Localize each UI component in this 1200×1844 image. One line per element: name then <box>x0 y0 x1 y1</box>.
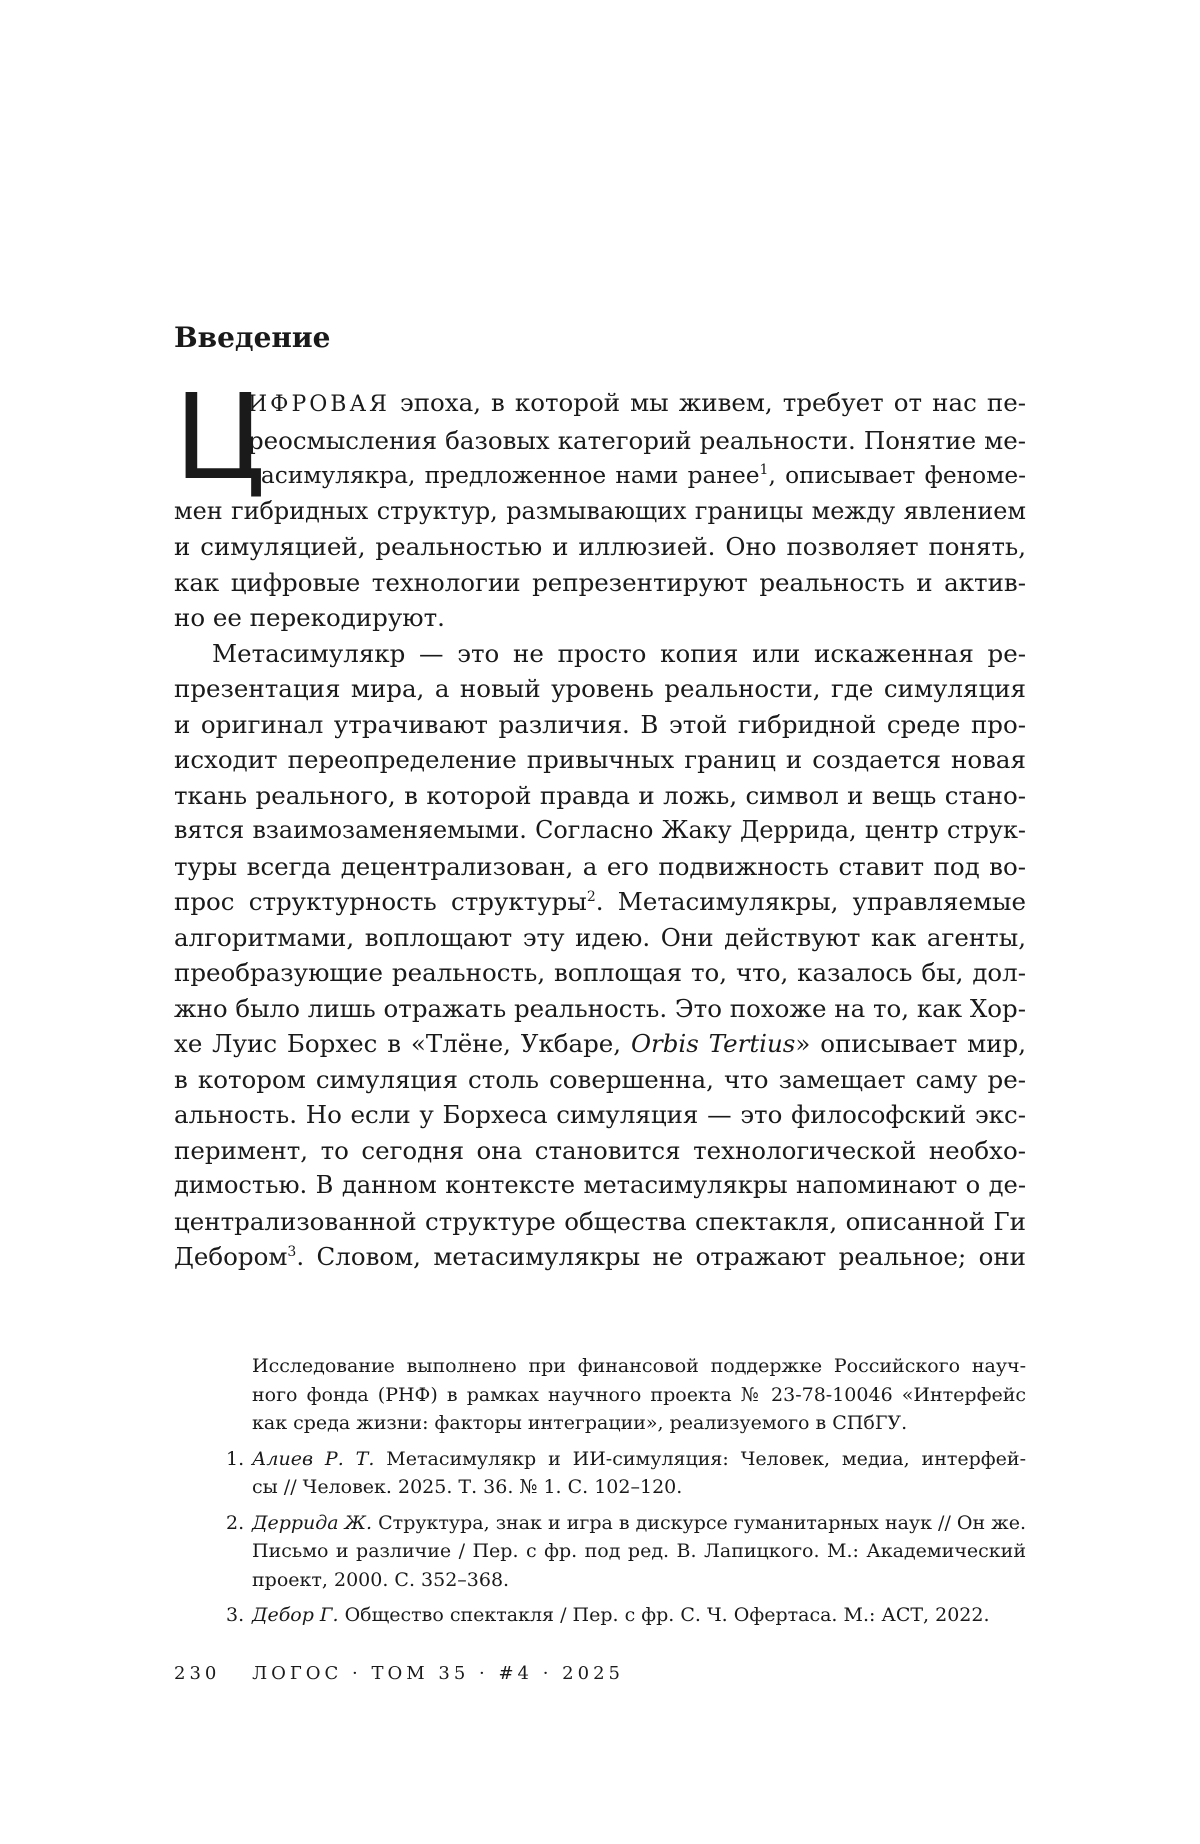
text-line: как цифровые технологии репрезентируют реальность и актив- <box>174 567 1026 597</box>
section-title: Введение <box>174 321 331 354</box>
text-span: Дебором <box>174 1242 288 1271</box>
text-line: в котором симуляция столь совершенна, что замещает саму ре- <box>174 1064 1026 1094</box>
dropcap-rest: ИФРОВАЯ <box>248 392 390 417</box>
text-span: Общество спектакля / Пер. с фр. С. Ч. Офертаса. М.: АСТ, 2022. <box>338 1604 990 1626</box>
footnote-ref-2[interactable]: 2 <box>586 888 596 905</box>
text-line: мен гибридных структур, размывающих границы между явлением <box>174 496 1026 525</box>
text-span: хе Луис Борхес в «Тлёне, Укбаре, <box>174 1029 631 1058</box>
main-text <box>174 385 1026 1275</box>
running-footer <box>174 1663 624 1684</box>
note-line: Письмо и различие / Пер. с фр. под ред. В. Лапицкого. М.: Академический <box>252 1540 1026 1562</box>
paragraph-2 <box>174 636 1026 1275</box>
italic-title: Orbis Tertius <box>630 1029 796 1058</box>
text-line: исходит переопределение привычных границ и создается новая <box>174 745 1026 774</box>
note-line <box>252 1509 1026 1538</box>
text-span: » описывает мир, <box>795 1029 1026 1058</box>
text-line: презентация мира, а новый уровень реальности, где симуляция <box>174 674 1026 703</box>
text-line <box>174 385 1026 423</box>
page-number: 230 <box>174 1663 221 1684</box>
text-span: эпоха, в которой мы живем, требует от нас пе- <box>399 388 1026 417</box>
text-line: альность. Но если у Борхеса симуляция — это философский экс- <box>174 1100 1026 1129</box>
text-line: но ее перекодируют. <box>174 603 445 632</box>
text-line: алгоритмами, воплощают эту идею. Они действуют как агенты, <box>174 922 1026 952</box>
text-line: вятся взаимозаменяемыми. Согласно Жаку Деррида, центр струк- <box>174 816 1026 844</box>
paragraph-1 <box>174 385 1026 636</box>
text-line: преобразующие реальность, воплощая то, что, казалось бы, дол- <box>174 958 1026 987</box>
footnote-2 <box>226 1509 1026 1595</box>
text-line: жно было лишь отражать реальность. Это похоже на то, как Хор- <box>174 993 1027 1023</box>
footnote-author: Дебор Г. <box>252 1604 339 1626</box>
text-span: . Словом, метасимулякры не отражают реальное; они <box>296 1242 1026 1271</box>
text-line: и оригинал утрачивают различия. В этой гибридной среде про- <box>174 709 1026 739</box>
footnote-ref-1[interactable]: 1 <box>759 462 769 479</box>
footnote-number: 2. <box>226 1511 245 1534</box>
text-span: , описывает феноме- <box>768 462 1026 489</box>
footnote-author: Алиев Р. Т. <box>252 1447 375 1470</box>
text-line <box>174 1239 1026 1275</box>
text-line: туры всегда децентрализован, а его подвижность ставит под во- <box>174 851 1026 881</box>
note-line: сы // Человек. 2025. Т. 36. № 1. С. 102–120. <box>252 1476 683 1498</box>
note-line: ного фонда (РНФ) в рамках научного проекта № 23-78-10046 «Интерфейс <box>252 1383 1026 1406</box>
text-line: перимент, то сегодня она становится технологической необхо- <box>174 1135 1026 1165</box>
footnote-author: Деррида Ж. <box>252 1511 373 1534</box>
text-line: димостью. В данном контексте метасимулякры напоминают о де- <box>174 1171 1026 1199</box>
text-line: ткань реального, в которой правда и ложь, символ и вещь стано- <box>174 780 1026 810</box>
text-line <box>174 1026 1026 1062</box>
text-span: прос структурность структуры <box>174 887 587 916</box>
footnote-1 <box>226 1445 1026 1502</box>
footnote-number: 1. <box>226 1447 245 1470</box>
text-line: и симуляцией, реальностью и иллюзией. Оно позволяет понять, <box>174 532 1026 561</box>
text-line: централизованной структуре общества спектакля, описанной Ги <box>174 1206 1026 1236</box>
footnote-3 <box>226 1601 1026 1630</box>
note-line: как среда жизни: факторы интеграции», реализуемого в СПбГУ. <box>252 1412 908 1434</box>
text-line: реосмысления базовых категорий реальности. Понятие ме- <box>248 425 1026 455</box>
footnotes-area <box>226 1352 1026 1637</box>
journal-info: ЛОГОС · ТОМ 35 · #4 · 2025 <box>252 1663 624 1684</box>
note-line: проект, 2000. С. 352–368. <box>252 1568 510 1591</box>
text-span: Метасимулякр и ИИ-симуляция: Человек, медиа, интерфей- <box>374 1447 1026 1470</box>
note-line <box>252 1445 1026 1474</box>
text-line <box>174 884 1026 920</box>
text-span: . Метасимулякры, управляемые <box>595 887 1027 916</box>
drop-cap: Ц <box>174 368 266 506</box>
text-span: Структура, знак и игра в дискурсе гуманитарных наук // Он же. <box>372 1511 1026 1534</box>
note-line <box>252 1601 1026 1630</box>
acknowledgement <box>252 1352 1026 1438</box>
footnote-number: 3. <box>226 1604 245 1626</box>
text-span: тасимулякра, предложенное нами ранее <box>248 462 760 489</box>
text-line <box>174 458 1026 494</box>
note-line: Исследование выполнено при финансовой поддержке Российского науч- <box>252 1355 1026 1377</box>
text-line: Метасимулякр — это не просто копия или искаженная ре- <box>212 638 1026 668</box>
footnote-ref-3[interactable]: 3 <box>287 1243 297 1260</box>
